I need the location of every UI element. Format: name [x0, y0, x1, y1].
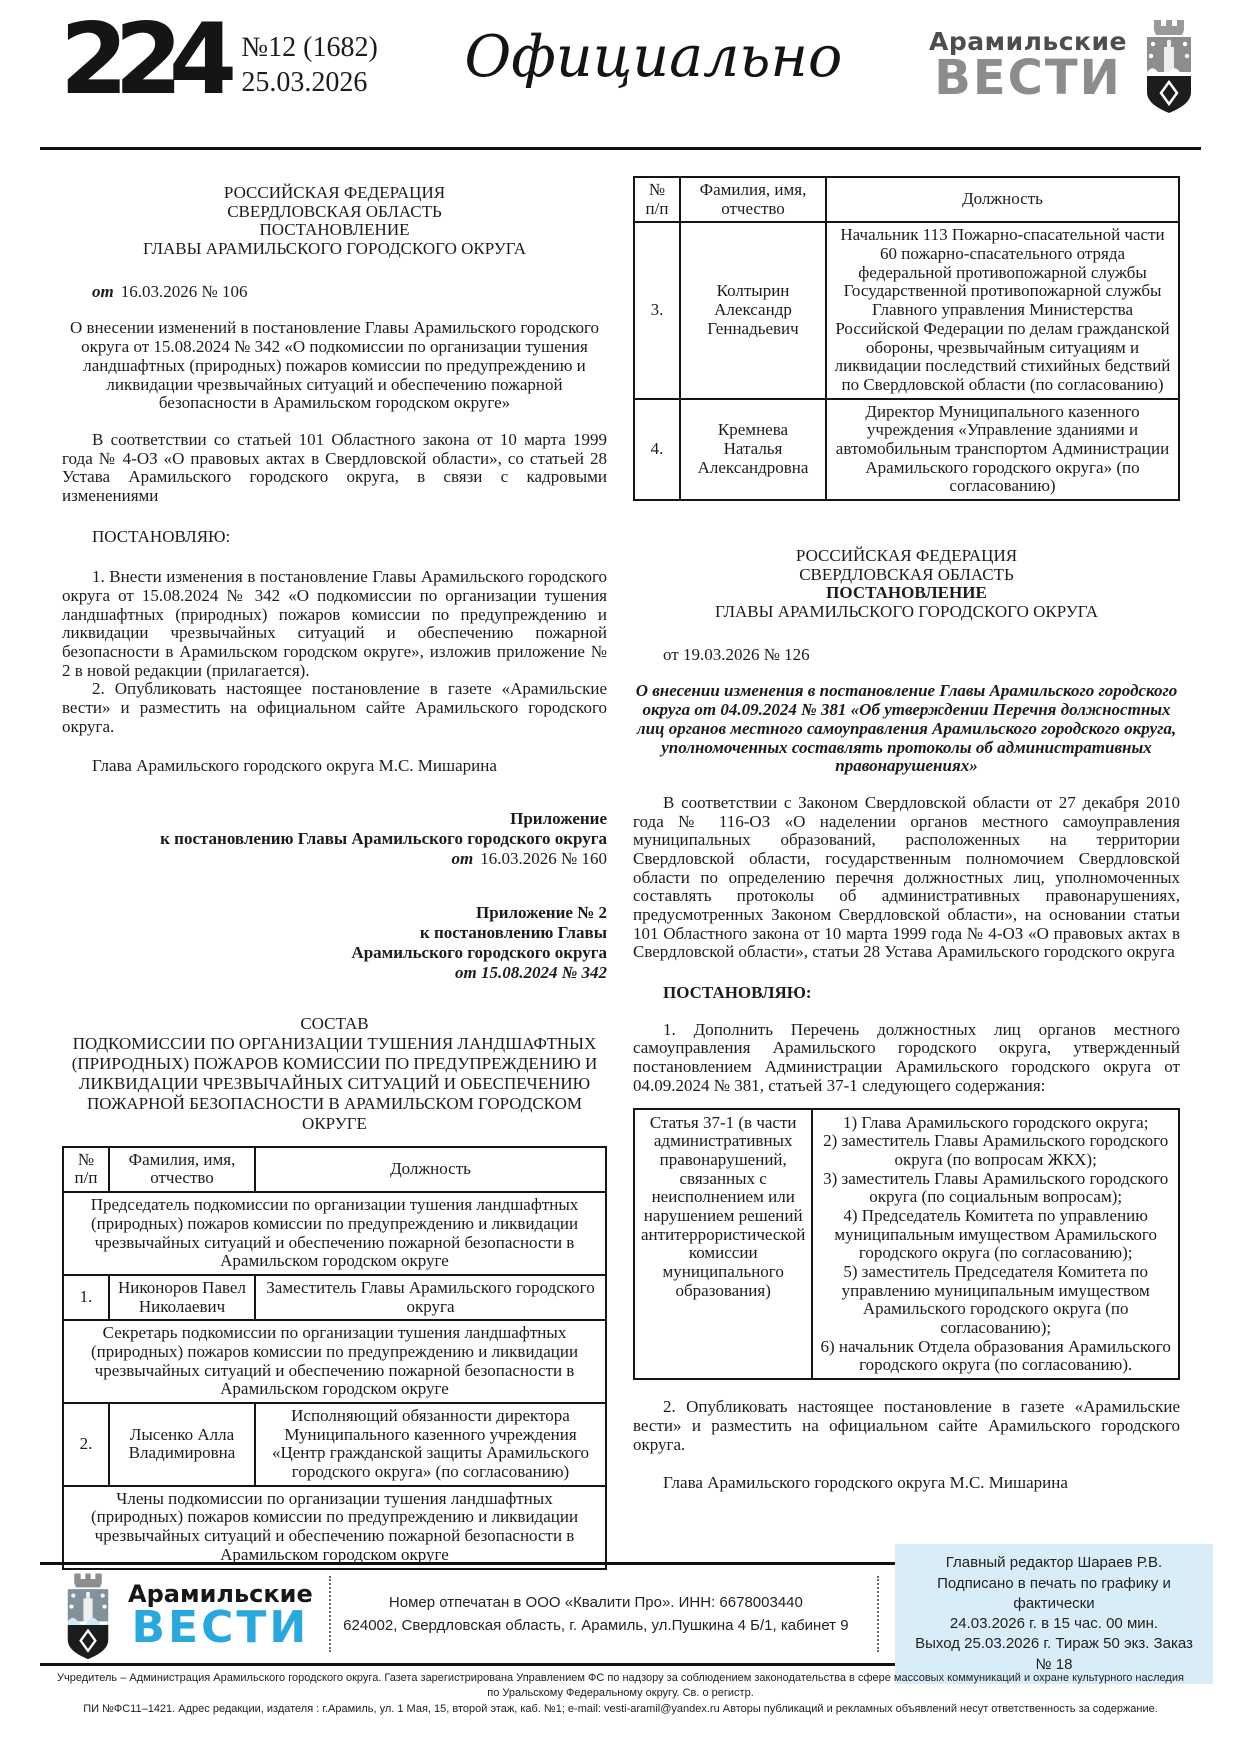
subcommission-table-part2: [633, 176, 1180, 501]
annex1-date-value: 16.03.2026 № 160: [480, 849, 607, 869]
row-num: 4.: [634, 399, 680, 500]
footer-brand-logo: [58, 1568, 313, 1660]
span-secretary: Секретарь подкомиссии по организации тушения ландшафтных (природных) пожаров комиссии по предупреждению и ликвидации чрезвычайных ситуаций и обеспечению пожарной безопасности в Арамильском городском округе: [63, 1320, 606, 1403]
span-chairman: Председатель подкомиссии по организации тушения ландшафтных (природных) пожаров комиссии по предупреждению и ликвидации чрезвычайных ситуаций и обеспечению пожарной безопасности в Арамильском городском округе: [63, 1192, 606, 1275]
table-span-row: [63, 1486, 606, 1569]
doc1-date-line: [62, 283, 607, 302]
table-row: [63, 1275, 606, 1320]
page-body: [62, 150, 1180, 1570]
doc2-heading-line: СВЕРДЛОВСКАЯ ОБЛАСТЬ: [799, 564, 1014, 584]
official-item: 6) начальник Отдела образования Арамильского городского округа (по согласованию).: [820, 1336, 1171, 1375]
row-position: Начальник 113 Пожарно-спасательной части 60 пожарно-спасательного отряда федеральной противопожарной службы Государственной противопожарной службы Главного управления Министерства Российской Федерации по делам гражданской обороны, чрезвычайным ситуациям и ликвидации последствий стихийных бедствий по Свердловской области (по согласованию): [826, 222, 1179, 398]
row-num: 3.: [634, 222, 680, 398]
footer-coat-of-arms-icon: [58, 1568, 118, 1660]
sostav-title: [62, 1014, 607, 1134]
issue-number: №12 (1682): [241, 32, 378, 63]
official-item: 5) заместитель Председателя Комитета по управлению муниципальным имуществом Арамильского городского округа (по согласованию);: [841, 1262, 1150, 1338]
doc1-heading-line: РОССИЙСКАЯ ФЕДЕРАЦИЯ: [223, 183, 446, 202]
doc2-item-2: 2. Опубликовать настоящее постановление в газете «Арамильские вести» и разместить на официальном сайте Арамильского городского округа.: [633, 1397, 1180, 1454]
print-info: [331, 1591, 861, 1638]
span-members: Члены подкомиссии по организации тушения ландшафтных (природных) пожаров комиссии по предупреждению и ликвидации чрезвычайных ситуаций и обеспечению пожарной безопасности в Арамильском городском округе: [63, 1486, 606, 1569]
doc1-heading-line: ГЛАВЫ АРАМИЛЬСКОГО ГОРОДСКОГО ОКРУГА: [142, 239, 527, 259]
doc2-signature: Глава Арамильского городского округа М.С. Мишарина: [663, 1473, 1068, 1493]
officials-table: [633, 1108, 1180, 1381]
article-cell: Статья 37-1 (в части административных правонарушений, связанных с неисполнением или нарушением решений антитеррористической комиссии муниципального образования): [634, 1109, 812, 1380]
footer-dotted-separator: [877, 1576, 879, 1652]
brand-name-top: Арамильские: [929, 27, 1127, 57]
section-title: Официально: [464, 24, 843, 90]
legal-notice: [56, 1671, 1185, 1717]
footer-brand-name-top: Арамильские: [128, 1580, 313, 1609]
doc1-item-2: 2. Опубликовать настоящее постановление в газете «Арамильские вести» и разместить на официальном сайте Арамильского городского округа.: [62, 679, 607, 736]
officials-cell: [812, 1109, 1179, 1380]
row-name: Колтырин Александр Геннадьевич: [680, 222, 826, 398]
doc1-preamble: В соответствии со статьей 101 Областного закона от 10 марта 1999 года № 4-ОЗ «О правовых актах в Свердловской области», со статьей 28 Устава Арамильского городского округа, в связи с кадровыми изменениями: [62, 429, 607, 505]
table-header-row: [63, 1147, 606, 1192]
doc2-title: О внесении изменения в постановление Главы Арамильского городского округа от 04.09.2024 № 381 «Об утверждении Перечня должностных лиц органов местного самоуправления Арамильского городского округа, уполномоченных составлять протоколы об административных правонарушениях»: [635, 681, 1178, 776]
doc2-date-line: от 19.03.2026 № 126: [663, 644, 810, 664]
doc2-heading-line: РОССИЙСКАЯ ФЕДЕРАЦИЯ: [795, 546, 1018, 565]
table-row: [634, 1109, 1179, 1380]
col-header-num: № п/п: [63, 1147, 109, 1192]
editor-line: Выход 25.03.2026 г. Тираж 50 экз. Заказ № 18: [915, 1635, 1193, 1673]
col-header-name: Фамилия, имя, отчество: [109, 1147, 255, 1192]
doc2-heading-line-bold: ПОСТАНОВЛЕНИЕ: [826, 583, 987, 603]
row-num: 1.: [63, 1275, 109, 1320]
table-row: [63, 1403, 606, 1486]
issue-date: 25.03.2026: [241, 67, 368, 98]
official-item: 2) заместитель Главы Арамильского городского округа (по вопросам ЖКХ);: [823, 1131, 1169, 1169]
doc2-heading: [633, 547, 1180, 622]
doc1-heading: [62, 184, 607, 259]
sostav-word: СОСТАВ: [300, 1013, 369, 1033]
table-row: [634, 399, 1179, 500]
editor-line: Подписано в печать по графику и фактически: [937, 1574, 1171, 1612]
doc2-preamble: В соответствии с Законом Свердловской области от 27 декабря 2010 года № 116-ОЗ «О наделении органов местного самоуправления муниципальных образований, расположенных на территории Свердловской области, государственным полномочием Свердловской области по определению перечня должностных лиц, уполномоченных составлять протоколы об административных правонарушениях, предусмотренных Законом Свердловской области», на основании статьи 101 Областного закона от 10 марта 1999 года № 4-ОЗ «О правовых актах в Свердловской области», статьи 28 Устава Арамильского городского округа: [633, 792, 1180, 962]
doc1-date-value: 16.03.2026 № 106: [120, 281, 248, 301]
brand-name-bottom: ВЕСТИ: [934, 50, 1122, 107]
annex2-reference: [62, 903, 607, 983]
annex1-date-label: от: [451, 849, 474, 869]
doc1-items: [62, 568, 607, 736]
row-name: Кремнева Наталья Александровна: [680, 399, 826, 500]
brand-text: [929, 27, 1127, 107]
annex1-date-line: [62, 849, 607, 869]
footer-row: [0, 1554, 1241, 1673]
annex1-reference: [62, 809, 607, 869]
doc2-item-1: 1. Дополнить Перечень должностных лиц органов местного самоуправления Арамильского городского округа, утвержденный постановлением Администрации Арамильского городского округа от 04.09.2024 № 381, статьей 37-1 следующего содержания:: [633, 1019, 1180, 1095]
footer-brand-name-bottom: ВЕСТИ: [131, 1602, 310, 1654]
row-name: Лысенко Алла Владимировна: [109, 1403, 255, 1486]
issue-block: [241, 30, 377, 100]
table-row: [634, 222, 1179, 398]
coat-of-arms-icon: [1137, 14, 1201, 114]
doc1-heading-line: ПОСТАНОВЛЕНИЕ: [259, 220, 410, 240]
legal-line: Учредитель – Администрация Арамильского городского округа. Газета зарегистрирована Управлением ФС по надзору за соблюдением законодательства в сфере массовых коммуникаций и охране культурного наследия по Уральскому Федеральному округу. Св. о регистр.: [57, 1672, 1184, 1700]
editor-line: Главный редактор Шараев Р.В.: [945, 1554, 1163, 1572]
annex1-line: Приложение: [510, 809, 607, 829]
table-span-row: [63, 1320, 606, 1403]
annex2-line: к постановлению Главы: [419, 923, 607, 943]
table-span-row: [63, 1192, 606, 1275]
footer-brand-text: [128, 1580, 313, 1654]
annex1-line: к постановлению Главы Арамильского городского округа: [160, 829, 607, 849]
doc1-date-label: от: [92, 281, 114, 301]
brand-logo: [929, 14, 1201, 114]
editor-info-box: [895, 1544, 1213, 1684]
right-column: [633, 150, 1180, 1570]
col-header-position: Должность: [826, 177, 1179, 222]
editor-line: 24.03.2026 г. в 15 час. 00 мин.: [949, 1615, 1159, 1632]
row-position: Директор Муниципального казенного учреждения «Управление зданиями и автомобильным транспортом Администрации Арамильского городского округа» (по согласованию): [826, 399, 1179, 500]
legal-line: ПИ №ФС11–1421. Адрес редакции, издателя : г.Арамиль, ул. 1 Мая, 15, второй этаж, каб. №1; e-mail: vesti-aramil@yandex.ru Авторы публикаций и рекламных объявлений несут ответственность за содержание.: [83, 1702, 1158, 1715]
doc2-heading-line: ГЛАВЫ АРАМИЛЬСКОГО ГОРОДСКОГО ОКРУГА: [714, 602, 1099, 622]
annex2-date-line: от 15.08.2024 № 342: [454, 963, 607, 983]
doc1-resolve-word: ПОСТАНОВЛЯЮ:: [92, 526, 231, 546]
sostav-subtitle: ПОДКОМИССИИ ПО ОРГАНИЗАЦИИ ТУШЕНИЯ ЛАНДШАФТНЫХ (ПРИРОДНЫХ) ПОЖАРОВ КОМИССИИ ПО ПРЕДУПРЕЖДЕНИЮ И ЛИКВИДАЦИИ ЧРЕЗВЫЧАЙНЫХ СИТУАЦИЙ И ОБЕСПЕЧЕНИЮ ПОЖАРНОЙ БЕЗОПАСНОСТИ В АРАМИЛЬСКОМ ГОРОДСКОМ ОКРУГЕ: [71, 1033, 598, 1133]
annex2-line: Приложение № 2: [476, 903, 607, 923]
official-item: 4) Председатель Комитета по управлению муниципальным имуществом Арамильского городского округа (по согласованию);: [834, 1205, 1157, 1263]
doc2-resolve-word: ПОСТАНОВЛЯЮ:: [663, 983, 812, 1003]
row-name: Никоноров Павел Николаевич: [109, 1275, 255, 1320]
row-position: Заместитель Главы Арамильского городского округа: [255, 1275, 606, 1320]
row-num: 2.: [63, 1403, 109, 1486]
col-header-name: Фамилия, имя, отчество: [680, 177, 826, 222]
col-header-num: № п/п: [634, 177, 680, 222]
doc1-title: О внесении изменений в постановление Главы Арамильского городского округа от 15.08.2024 № 342 «О подкомиссии по организации тушения ландшафтных (природных) пожаров комиссии по предупреждению и ликвидации чрезвычайных ситуаций и обеспечению пожарной безопасности в Арамильском городском округе»: [69, 318, 600, 413]
doc1-heading-line: СВЕРДЛОВСКАЯ ОБЛАСТЬ: [227, 201, 442, 221]
official-item: 1) Глава Арамильского городского округа;: [842, 1112, 1149, 1132]
doc1-signature: Глава Арамильского городского округа М.С. Мишарина: [92, 755, 497, 775]
print-info-line: 624002, Свердловская область, г. Арамиль, ул.Пушкина 4 Б/1, кабинет 9: [343, 1617, 849, 1634]
subcommission-table-part1: [62, 1146, 607, 1570]
col-header-position: Должность: [255, 1147, 606, 1192]
doc1-item-1: 1. Внести изменения в постановление Главы Арамильского городского округа от 15.08.2024 № 342 «О подкомиссии по организации тушения ландшафтных (природных) пожаров комиссии по предупреждению и ликвидации чрезвычайных ситуаций и обеспечению пожарной безопасности в Арамильском городском округе», изложив приложение № 2 в новой редакции (прилагается).: [62, 567, 607, 680]
official-item: 3) заместитель Главы Арамильского городского округа (по социальным вопросам);: [823, 1168, 1169, 1207]
masthead: [40, 0, 1201, 150]
print-info-line: Номер отпечатан в ООО «Квалити Про». ИНН: 6678003440: [388, 1593, 803, 1611]
table-header-row: [634, 177, 1179, 222]
annex2-line: Арамильского городского округа: [351, 943, 607, 963]
left-column: [62, 150, 607, 1570]
page-footer: [0, 1554, 1241, 1717]
row-position: Исполняющий обязанности директора Муниципального казенного учреждения «Центр гражданской защиты Арамильского городского округа» (по согласованию): [255, 1403, 606, 1486]
page-number: 224: [60, 3, 224, 117]
